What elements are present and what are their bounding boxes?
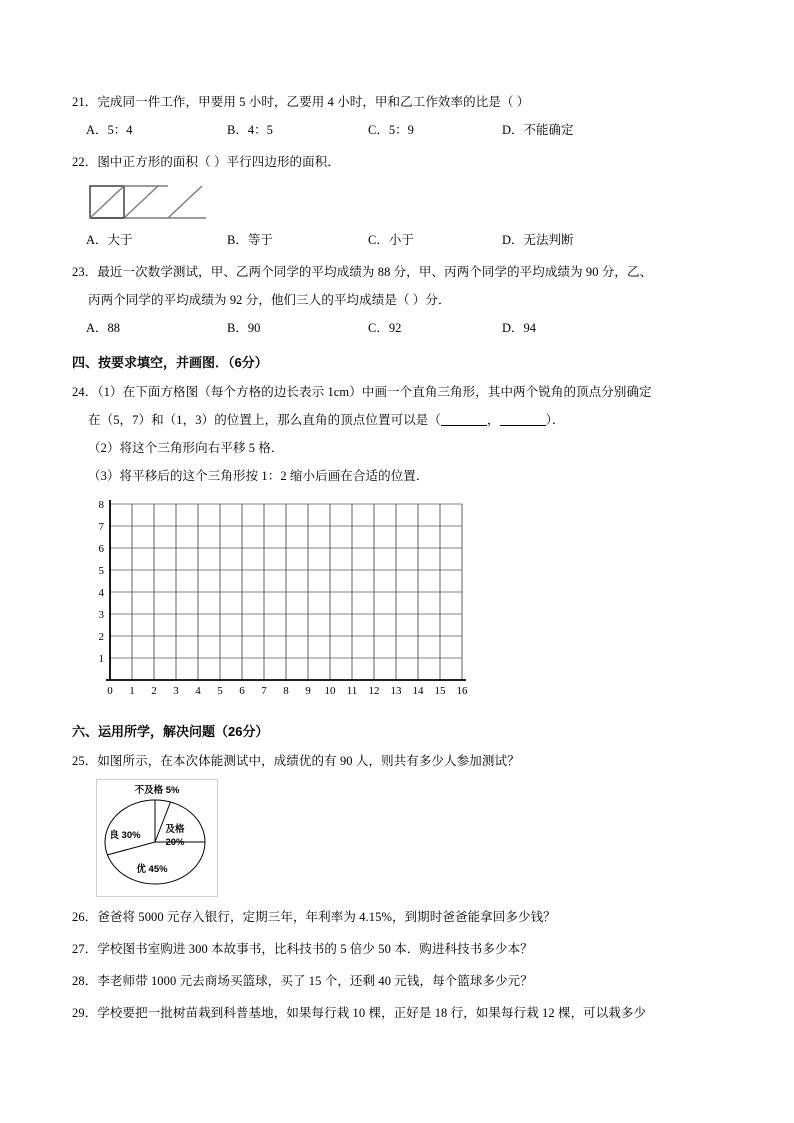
question-23-options	[72, 314, 722, 342]
question-27	[72, 935, 722, 963]
question-21-stem	[72, 88, 722, 116]
svg-text:1: 1	[98, 653, 104, 665]
question-22-options	[72, 226, 722, 254]
question-24-text-1: （1）在下面方格图（每个方格的边长表示 1cm）中画一个直角三角形，其中两个锐角的顶点分别确定	[97, 385, 652, 399]
question-27-text: 学校图书室购进 300 本故事书，比科技书的 5 倍少 50 本．购进科技书多少本？	[97, 942, 533, 956]
question-22-stem	[72, 148, 722, 176]
option-d[interactable]: D．94	[502, 321, 537, 335]
question-22-number: 22．	[72, 155, 98, 169]
question-24-text-2c: ）．	[545, 413, 565, 427]
svg-text:6: 6	[98, 543, 104, 555]
question-28	[72, 967, 722, 995]
question-22	[72, 148, 722, 254]
option-d[interactable]: D．无法判断	[502, 233, 574, 247]
option-a[interactable]: A．5：4	[86, 123, 133, 137]
svg-text:14: 14	[412, 685, 424, 697]
svg-text:3: 3	[173, 685, 179, 697]
svg-text:5: 5	[98, 565, 104, 577]
option-a[interactable]: A．大于	[86, 233, 133, 247]
option-c[interactable]: C．5：9	[368, 123, 414, 137]
question-23	[72, 258, 722, 342]
question-29	[72, 999, 722, 1027]
svg-text:11: 11	[346, 685, 358, 697]
question-25-text: 如图所示，在本次体能测试中，成绩优的有 90 人，则共有多少人参加测试？	[97, 754, 520, 768]
square-parallelogram-svg	[88, 180, 228, 224]
option-d[interactable]: D．不能确定	[502, 123, 574, 137]
question-28-number: 28．	[72, 974, 98, 988]
square-parallelogram-figure	[88, 180, 228, 224]
question-27-number: 27．	[72, 942, 98, 956]
question-21-options	[72, 116, 722, 144]
option-b[interactable]: B．4：5	[227, 123, 273, 137]
question-23-text-1: 最近一次数学测试，甲、乙两个同学的平均成绩为 88 分，甲、丙两个同学的平均成绩为 90 分，乙、	[97, 265, 653, 279]
question-21	[72, 88, 722, 144]
question-29-stem	[72, 999, 722, 1027]
option-c[interactable]: C．小于	[368, 233, 414, 247]
question-21-text: 完成同一件工作，甲要用 5 小时，乙要用 4 小时，甲和乙工作效率的比是（ ）	[97, 95, 530, 109]
svg-text:2: 2	[98, 631, 104, 643]
section-four-heading: 四、按要求填空，并画图．（6分）	[72, 355, 268, 370]
svg-text:0: 0	[107, 685, 113, 697]
question-23-stem-line-2: 丙两个同学的平均成绩为 92 分，他们三人的平均成绩是（ ）分．	[88, 293, 451, 307]
svg-text:8: 8	[98, 499, 104, 511]
section-six-heading: 六、运用所学，解决问题（26分）	[72, 724, 269, 739]
svg-text:13: 13	[390, 685, 402, 697]
pie-label-jige: 及格	[165, 824, 185, 835]
svg-text:5: 5	[217, 685, 223, 697]
coordinate-grid-svg[interactable]	[80, 496, 480, 711]
fitness-test-pie-svg	[97, 780, 217, 896]
question-29-number: 29．	[72, 1006, 98, 1020]
question-24-part1-line-1	[72, 378, 722, 406]
svg-text:12: 12	[368, 685, 380, 697]
svg-text:10: 10	[324, 685, 336, 697]
page-content	[72, 88, 722, 1031]
y-axis-tick-labels	[99, 499, 105, 665]
question-26-number: 26．	[72, 910, 98, 924]
question-24-number: 24．	[72, 385, 98, 399]
question-25-stem	[72, 747, 722, 775]
x-axis-tick-labels	[107, 685, 468, 697]
svg-text:4: 4	[195, 685, 201, 697]
question-23-number: 23．	[72, 265, 98, 279]
pie-label-jige-pct: 20%	[165, 837, 185, 848]
svg-text:2: 2	[151, 685, 157, 697]
question-22-text: 图中正方形的面积（ ）平行四边形的面积．	[97, 155, 340, 169]
question-24	[72, 378, 722, 711]
svg-text:9: 9	[305, 685, 311, 697]
question-28-stem	[72, 967, 722, 995]
option-b[interactable]: B．等于	[227, 233, 273, 247]
answer-blank-y[interactable]	[500, 413, 546, 426]
svg-text:8: 8	[283, 685, 289, 697]
svg-text:6: 6	[239, 685, 245, 697]
question-26-stem	[72, 903, 722, 931]
question-21-number: 21．	[72, 95, 98, 109]
pie-label-liang: 良 30%	[109, 830, 141, 841]
option-c[interactable]: C．92	[368, 321, 402, 335]
svg-text:15: 15	[434, 685, 446, 697]
pie-label-bujige: 不及格 5%	[134, 785, 180, 796]
question-24-text-2b: ，	[487, 413, 500, 427]
question-24-part1-line-2	[72, 406, 722, 434]
option-a[interactable]: A．88	[86, 321, 121, 335]
question-26	[72, 903, 722, 931]
svg-text:7: 7	[98, 521, 104, 533]
question-28-text: 李老师带 1000 元去商场买篮球，买了 15 个，还剩 40 元钱，每个篮球多少元？	[97, 974, 533, 988]
question-24-text-2a: 在（5，7）和（1，3）的位置上，那么直角的顶点位置可以是（	[88, 413, 442, 427]
svg-text:4: 4	[98, 587, 104, 599]
coordinate-grid-figure[interactable]	[80, 496, 480, 711]
option-b[interactable]: B．90	[227, 321, 261, 335]
svg-text:1: 1	[129, 685, 135, 697]
question-24-part3: （3）将平移后的这个三角形按 1：2 缩小后画在合适的位置．	[88, 469, 429, 483]
question-24-part2: （2）将这个三角形向右平移 5 格．	[88, 441, 284, 455]
question-29-text: 学校要把一批树苗栽到科普基地，如果每行栽 10 棵，正好是 18 行，如果每行栽 12 棵，可以栽多少	[97, 1006, 647, 1020]
question-23-stem-line-1	[72, 258, 722, 286]
question-25-number: 25．	[72, 754, 98, 768]
pie-label-you: 优 45%	[136, 864, 168, 875]
svg-text:16: 16	[456, 685, 468, 697]
question-27-stem	[72, 935, 722, 963]
answer-blank-x[interactable]	[441, 413, 487, 426]
svg-text:7: 7	[261, 685, 267, 697]
question-25	[72, 747, 722, 897]
fitness-test-pie-figure	[96, 779, 218, 897]
svg-text:3: 3	[98, 609, 104, 621]
question-26-text: 爸爸将 5000 元存入银行，定期三年，年利率为 4.15%，到期时爸爸能拿回多少钱？	[97, 910, 556, 924]
